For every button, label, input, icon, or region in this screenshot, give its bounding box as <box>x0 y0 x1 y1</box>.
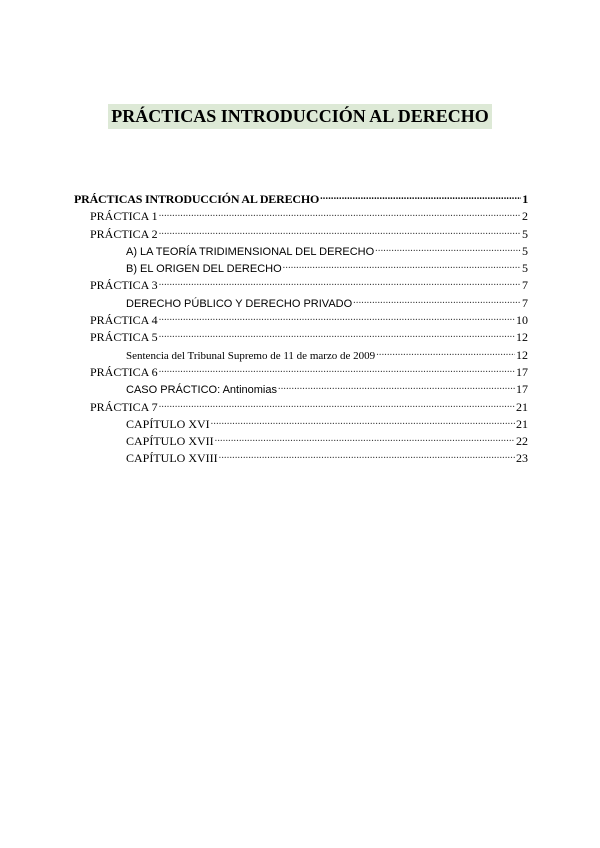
toc-entry-label: CASO PRÁCTICO: Antinomias <box>126 384 277 397</box>
toc-dot-leader <box>375 243 521 255</box>
toc-entry-label: PRÁCTICA 4 <box>90 313 158 328</box>
toc-page-number: 23 <box>516 451 528 466</box>
toc-page-number: 17 <box>516 382 528 397</box>
toc-page-number: 10 <box>516 313 528 328</box>
toc-page-number: 5 <box>522 261 528 276</box>
toc-entry-sentencia-tribunal-supremo[interactable] <box>74 347 528 364</box>
toc-entry-practica-5[interactable] <box>74 329 528 346</box>
toc-page-number: 1 <box>522 192 528 206</box>
toc-dot-leader <box>159 226 521 238</box>
toc-dot-leader <box>159 399 515 411</box>
toc-entry-caso-practico-antinomias[interactable] <box>74 381 528 398</box>
toc-page-number: 21 <box>516 399 528 414</box>
toc-entry-label: Sentencia del Tribunal Supremo de 11 de marzo de 2009 <box>126 349 376 362</box>
toc-entry-label: CAPÍTULO XVIII <box>126 451 218 466</box>
toc-entry-teoria-tridimensional[interactable] <box>74 243 528 260</box>
toc-entry-label: A) LA TEORÍA TRIDIMENSIONAL DEL DERECHO <box>126 245 375 258</box>
toc-dot-leader <box>278 381 515 393</box>
toc-entry-capitulo-xviii[interactable] <box>74 450 528 467</box>
toc-entry-derecho-publico-privado[interactable] <box>74 295 528 312</box>
toc-page-number: 5 <box>522 243 528 258</box>
document-title-text: PRÁCTICAS INTRODUCCIÓN AL DERECHO <box>108 104 492 129</box>
toc-page-number: 7 <box>522 295 528 310</box>
toc-entry-origen-derecho[interactable] <box>74 260 528 277</box>
toc-entry-label: PRÁCTICA 3 <box>90 278 158 293</box>
toc-page-number: 21 <box>516 416 528 431</box>
toc-entry-label: PRÁCTICA 1 <box>90 209 158 224</box>
toc-dot-leader <box>159 312 515 324</box>
toc-page-number: 17 <box>516 364 528 379</box>
toc-page-number: 5 <box>522 226 528 241</box>
toc-page-number: 12 <box>516 330 528 345</box>
toc-entry-label: PRÁCTICA 5 <box>90 330 158 345</box>
toc-entry-label: PRÁCTICA 7 <box>90 399 158 414</box>
toc-dot-leader <box>353 295 521 307</box>
toc-page-number: 7 <box>522 278 528 293</box>
toc-entry-label: DERECHO PÚBLICO Y DERECHO PRIVADO <box>126 297 353 310</box>
toc-page-number: 22 <box>516 434 528 449</box>
table-of-contents <box>74 191 528 468</box>
toc-entry-practica-3[interactable] <box>74 277 528 294</box>
toc-entry-label: PRÁCTICA 6 <box>90 364 158 379</box>
toc-entry-label: CAPÍTULO XVII <box>126 434 214 449</box>
toc-dot-leader <box>283 260 521 272</box>
toc-entry-label: B) EL ORIGEN DEL DERECHO <box>126 263 282 276</box>
toc-dot-leader <box>320 191 521 203</box>
toc-dot-leader <box>219 450 515 462</box>
toc-dot-leader <box>159 208 521 220</box>
toc-entry-practica-1[interactable] <box>74 208 528 225</box>
document-title <box>0 93 600 130</box>
toc-entry-practica-6[interactable] <box>74 364 528 381</box>
toc-dot-leader <box>159 329 515 341</box>
toc-entry-practica-4[interactable] <box>74 312 528 329</box>
toc-entry-label: PRÁCTICA 2 <box>90 226 158 241</box>
toc-dot-leader <box>159 277 521 289</box>
toc-dot-leader <box>211 416 515 428</box>
toc-entry-practica-2[interactable] <box>74 226 528 243</box>
toc-entry-label: CAPÍTULO XVI <box>126 416 210 431</box>
toc-page-number: 12 <box>516 347 528 362</box>
toc-page-number: 2 <box>522 209 528 224</box>
toc-entry-capitulo-xvi[interactable] <box>74 416 528 433</box>
toc-dot-leader <box>159 364 515 376</box>
toc-entry-capitulo-xvii[interactable] <box>74 433 528 450</box>
toc-entry-main[interactable] <box>74 191 528 208</box>
toc-dot-leader <box>376 347 515 359</box>
toc-dot-leader <box>215 433 515 445</box>
toc-entry-label: PRÁCTICAS INTRODUCCIÓN AL DERECHO <box>74 192 320 206</box>
toc-entry-practica-7[interactable] <box>74 399 528 416</box>
